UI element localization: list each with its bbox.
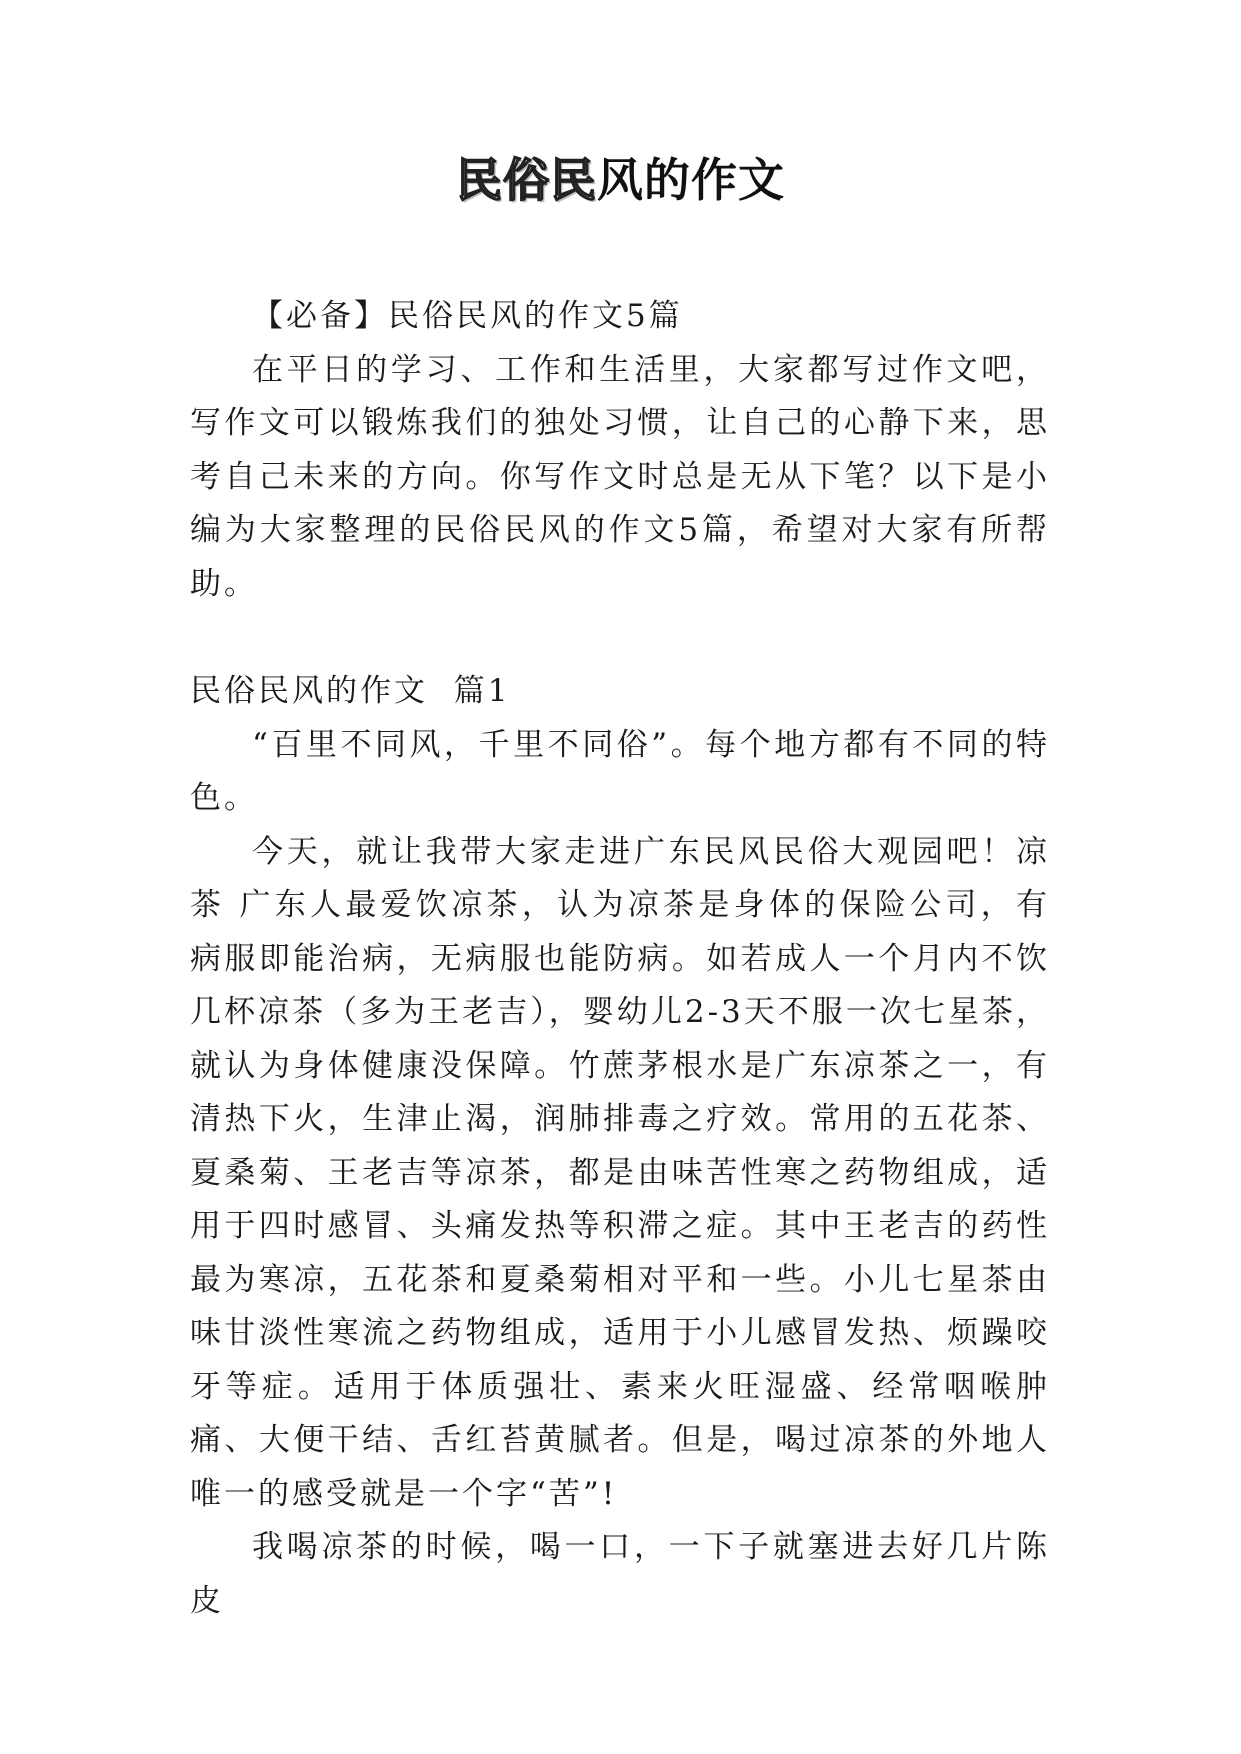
paragraph: 今天，就让我带大家走进广东民风民俗大观园吧！凉茶 广东人最爱饮凉茶，认为凉茶是身体的保险公司，有病服即能治病，无病服也能防病。如若成人一个月内不饮几杯凉茶（多为王老吉），婴幼儿2-3天不服一次七星茶，就认为身体健康没保障。竹蔗茅根水是广东凉茶之一，有清热下火，生津止渴，润肺排毒之疗效。常用的五花茶、夏桑菊、王老吉等凉茶，都是由味苦性寒之药物组成，适用于四时感冒、头痛发热等积滞之症。其中王老吉的药性最为寒凉，五花茶和夏桑菊相对平和一些。小儿七星茶由味甘淡性寒流之药物组成，适用于小儿感冒发热、烦躁咬牙等症。适用于体质强壮、素来火旺湿盛、经常咽喉肿痛、大便干结、舌红苔黄腻者。但是，喝过凉茶的外地人唯一的感受就是一个字“苦”!	[190, 833, 1050, 1512]
intro-paragraph: 在平日的学习、工作和生活里，大家都写过作文吧，写作文可以锻炼我们的独处习惯，让自己的心静下来，思考自己未来的方向。你写作文时总是无从下笔？以下是小编为大家整理的民俗民风的作文5篇，希望对大家有所帮助。	[190, 351, 1050, 602]
heading-line: 【必备】民俗民风的作文5篇	[252, 298, 683, 334]
section-title: 民俗民风的作文 篇1	[190, 673, 511, 709]
title-text: 风的作文	[597, 153, 785, 207]
document-title	[0, 150, 1241, 210]
paragraph: 我喝凉茶的时候，喝一口，一下子就塞进去好几片陈皮	[190, 1529, 1050, 1619]
title-outlined-text: 民俗	[456, 153, 550, 207]
document-body	[190, 290, 1050, 1628]
title-outlined-text: 民	[550, 153, 597, 207]
paragraph: “百里不同风，千里不同俗”。每个地方都有不同的特色。	[190, 726, 1050, 816]
